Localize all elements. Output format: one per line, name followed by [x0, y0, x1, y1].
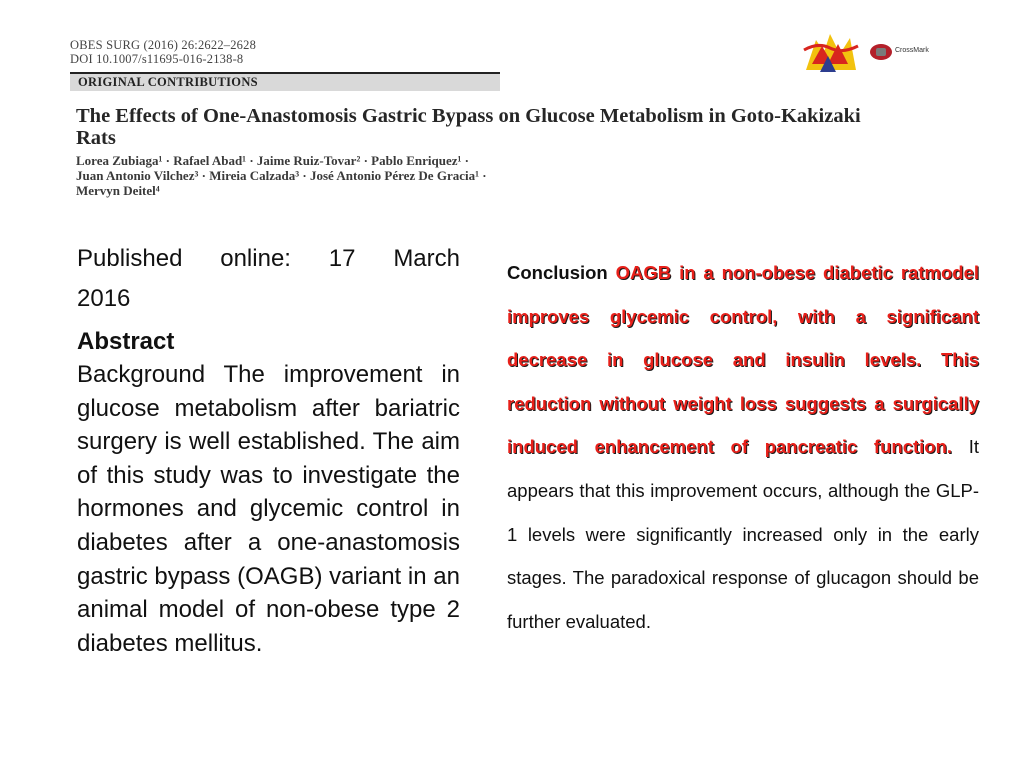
paper-title: The Effects of One-Anastomosis Gastric Bypass on Glucose Metabolism in Goto-Kakizaki Rats: [76, 105, 861, 149]
crossmark-label: CrossMark: [895, 47, 929, 54]
section-label: ORIGINAL CONTRIBUTIONS: [70, 72, 500, 91]
authors-line: Lorea Zubiaga¹ · Rafael Abad¹ · Jaime Ruiz-Tovar² · Pablo Enriquez¹ ·: [76, 153, 469, 168]
abstract-heading: Abstract: [77, 328, 175, 355]
journal-logo-icon: [800, 30, 860, 74]
crossmark-badge: [870, 44, 932, 60]
conclusion-text: It appears that this improvement occurs, although the GLP-1 levels were significantly increased only in the early stages. The paradoxical response of glucagon should be further evaluated.: [507, 436, 979, 632]
journal-header: [70, 38, 500, 91]
paper-authors: [76, 153, 696, 198]
abstract-column: [77, 234, 460, 660]
abstract-background: Background The improvement in glucose metabolism after bariatric surgery is well established. The aim of this study was to investigate the hormones and glycemic control in diabetes after a one-anastomosis gastric bypass (OAGB) variant in an animal model of non-obese type 2 diabetes mellitus.: [77, 361, 460, 657]
conclusion-label: Conclusion: [507, 262, 608, 283]
conclusion-paragraph: [507, 251, 979, 643]
journal-doi: DOI 10.1007/s11695-016-2138-8: [70, 52, 244, 66]
published-year: 2016: [77, 285, 131, 312]
conclusion-highlight: OAGB in a non-obese diabetic ratmodel improves glycemic control, with a significant decrease in glucose and insulin levels. This reduction without weight loss suggests a surgically induced enhancement of pancreatic function.: [507, 262, 980, 458]
published-date: Published online: 17 March: [77, 245, 460, 272]
crossmark-icon: [870, 44, 892, 60]
authors-line: Juan Antonio Vilchez³ · Mireia Calzada³ · José Antonio Pérez De Gracia¹ ·: [76, 168, 487, 183]
publisher-logos: [800, 30, 930, 74]
authors-line: Mervyn Deitel⁴: [76, 183, 160, 198]
journal-citation: OBES SURG (2016) 26:2622–2628: [70, 38, 257, 52]
